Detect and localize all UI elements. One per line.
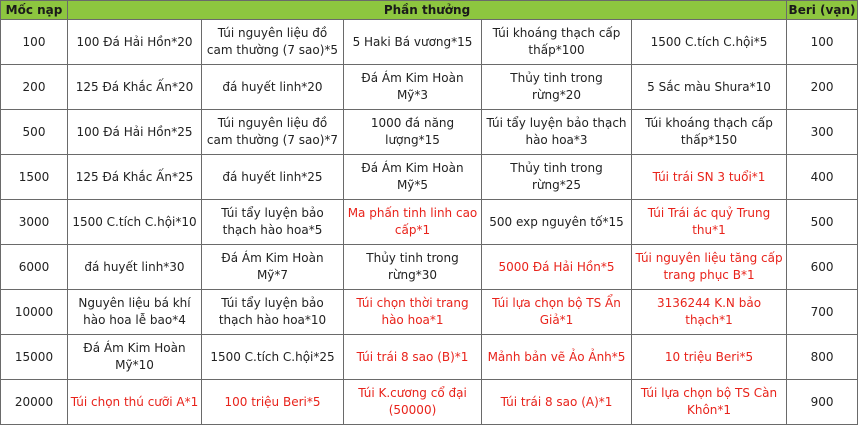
reward-cell: 1500 C.tích C.hội*10 xyxy=(68,200,202,245)
reward-cell: 1500 C.tích C.hội*5 xyxy=(632,20,787,65)
reward-cell: Mảnh bản vẽ Ảo Ảnh*5 xyxy=(482,335,632,380)
level-cell: 200 xyxy=(1,65,68,110)
reward-cell: Túi khoáng thạch cấp thấp*150 xyxy=(632,110,787,155)
reward-cell: 10 triệu Beri*5 xyxy=(632,335,787,380)
reward-cell: Túi Trái ác quỷ Trung thu*1 xyxy=(632,200,787,245)
reward-cell: Thủy tinh trong rừng*25 xyxy=(482,155,632,200)
beri-cell: 800 xyxy=(787,335,858,380)
beri-cell: 900 xyxy=(787,380,858,425)
reward-cell: Túi lựa chọn bộ TS Càn Khôn*1 xyxy=(632,380,787,425)
reward-cell: Túi tẩy luyện bảo thạch hào hoa*10 xyxy=(202,290,344,335)
level-cell: 100 xyxy=(1,20,68,65)
beri-cell: 300 xyxy=(787,110,858,155)
reward-cell: 100 Đá Hải Hồn*25 xyxy=(68,110,202,155)
beri-cell: 200 xyxy=(787,65,858,110)
reward-cell: Thủy tinh trong rừng*30 xyxy=(344,245,482,290)
reward-cell: Túi lựa chọn bộ TS Ẩn Giả*1 xyxy=(482,290,632,335)
reward-cell: 100 triệu Beri*5 xyxy=(202,380,344,425)
reward-cell: đá huyết linh*30 xyxy=(68,245,202,290)
reward-cell: Túi nguyên liệu đồ cam thường (7 sao)*5 xyxy=(202,20,344,65)
reward-cell: Túi chọn thú cưỡi A*1 xyxy=(68,380,202,425)
table-row xyxy=(1,380,858,425)
table-row xyxy=(1,110,858,155)
table-row xyxy=(1,335,858,380)
level-cell: 6000 xyxy=(1,245,68,290)
reward-cell: Túi trái SN 3 tuổi*1 xyxy=(632,155,787,200)
table-row xyxy=(1,245,858,290)
reward-cell: Đá Ám Kim Hoàn Mỹ*10 xyxy=(68,335,202,380)
reward-cell: Túi chọn thời trang hào hoa*1 xyxy=(344,290,482,335)
reward-cell: Đá Ám Kim Hoàn Mỹ*5 xyxy=(344,155,482,200)
level-cell: 15000 xyxy=(1,335,68,380)
reward-cell: 5000 Đá Hải Hồn*5 xyxy=(482,245,632,290)
reward-cell: 5 Haki Bá vương*15 xyxy=(344,20,482,65)
reward-cell: đá huyết linh*25 xyxy=(202,155,344,200)
level-cell: 10000 xyxy=(1,290,68,335)
reward-cell: 125 Đá Khắc Ấn*25 xyxy=(68,155,202,200)
header-beri: Beri (vạn) xyxy=(787,1,858,20)
beri-cell: 400 xyxy=(787,155,858,200)
reward-cell: Đá Ám Kim Hoàn Mỹ*7 xyxy=(202,245,344,290)
header-row xyxy=(1,1,858,20)
header-level: Mốc nạp xyxy=(1,1,68,20)
reward-cell: Đá Ám Kim Hoàn Mỹ*3 xyxy=(344,65,482,110)
level-cell: 1500 xyxy=(1,155,68,200)
reward-cell: Nguyên liệu bá khí hào hoa lễ bao*4 xyxy=(68,290,202,335)
reward-cell: 3136244 K.N bảo thạch*1 xyxy=(632,290,787,335)
level-cell: 3000 xyxy=(1,200,68,245)
reward-cell: Ma phấn tinh linh cao cấp*1 xyxy=(344,200,482,245)
beri-cell: 500 xyxy=(787,200,858,245)
beri-cell: 100 xyxy=(787,20,858,65)
reward-cell: Túi trái 8 sao (B)*1 xyxy=(344,335,482,380)
reward-cell: 125 Đá Khắc Ấn*20 xyxy=(68,65,202,110)
beri-cell: 600 xyxy=(787,245,858,290)
reward-cell: Túi K.cương cổ đại (50000) xyxy=(344,380,482,425)
reward-cell: 1500 C.tích C.hội*25 xyxy=(202,335,344,380)
reward-cell: 5 Sắc màu Shura*10 xyxy=(632,65,787,110)
table-row xyxy=(1,200,858,245)
reward-cell: Túi tẩy luyện bảo thạch hào hoa*3 xyxy=(482,110,632,155)
reward-cell: Túi tẩy luyện bảo thạch hào hoa*5 xyxy=(202,200,344,245)
beri-cell: 700 xyxy=(787,290,858,335)
reward-cell: Túi trái 8 sao (A)*1 xyxy=(482,380,632,425)
reward-cell: đá huyết linh*20 xyxy=(202,65,344,110)
table-row xyxy=(1,65,858,110)
reward-cell: Túi khoáng thạch cấp thấp*100 xyxy=(482,20,632,65)
reward-cell: Thủy tinh trong rừng*20 xyxy=(482,65,632,110)
reward-cell: 1000 đá năng lượng*15 xyxy=(344,110,482,155)
header-rewards: Phần thưởng xyxy=(68,1,787,20)
level-cell: 20000 xyxy=(1,380,68,425)
reward-cell: Túi nguyên liệu đồ cam thường (7 sao)*7 xyxy=(202,110,344,155)
table-row xyxy=(1,290,858,335)
reward-cell: Túi nguyên liệu tăng cấp trang phục B*1 xyxy=(632,245,787,290)
reward-cell: 500 exp nguyên tố*15 xyxy=(482,200,632,245)
level-cell: 500 xyxy=(1,110,68,155)
reward-cell: 100 Đá Hải Hồn*20 xyxy=(68,20,202,65)
table-row xyxy=(1,20,858,65)
table-row xyxy=(1,155,858,200)
